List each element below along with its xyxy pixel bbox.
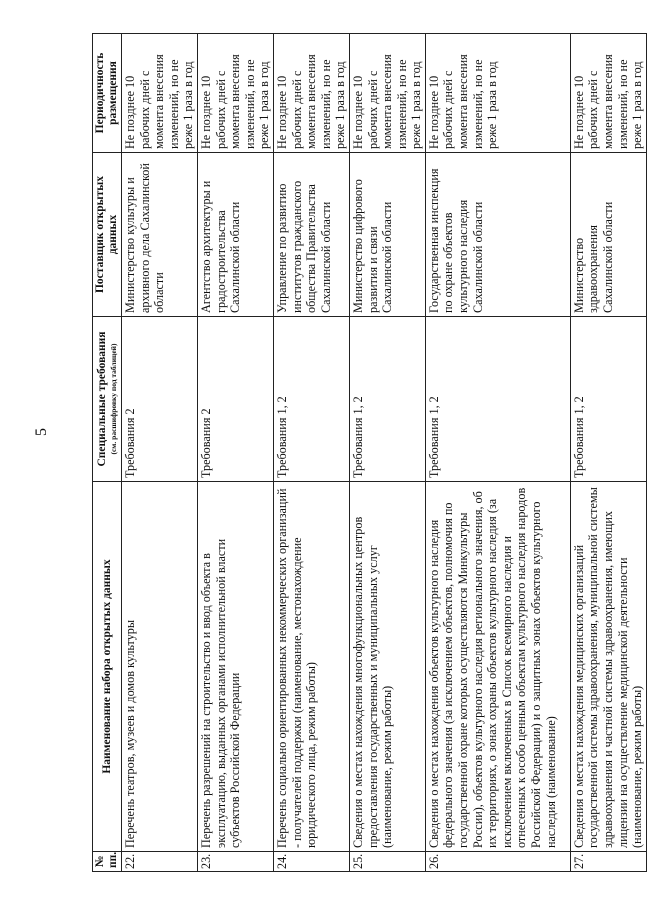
row-requirements: Требования 2 xyxy=(122,317,198,482)
header-requirements xyxy=(93,317,122,482)
table-header-row xyxy=(93,34,122,872)
row-provider: Министерство культуры и архивного дела Сахалинской области xyxy=(122,153,198,317)
table-row xyxy=(349,34,425,872)
row-num: 24. xyxy=(273,852,349,872)
header-num: № пп. xyxy=(93,852,122,872)
row-name: Перечень социально ориентированных некоммерческих организаций - получателей поддержки (наименование, местонахождение юридического лица, режим работы) xyxy=(273,482,349,852)
row-provider: Агентство архитектуры и градостроительства Сахалинской области xyxy=(197,153,273,317)
row-requirements: Требования 1, 2 xyxy=(425,317,570,482)
table-row xyxy=(122,34,198,872)
table-row xyxy=(273,34,349,872)
row-num: 22. xyxy=(122,852,198,872)
header-requirements-note: (см. расшифровку под таблицей) xyxy=(109,343,118,455)
header-periodicity: Периодичность размещения xyxy=(93,34,122,153)
row-name: Перечень театров, музеев и домов культуры xyxy=(122,482,198,852)
row-provider: Государственная инспекция по охране объектов культурного наследия Сахалинской области xyxy=(425,153,570,317)
row-name: Перечень разрешений на строительство и ввод объекта в эксплуатацию, выданных органами исполнительной власти субъектов Российской Федерации xyxy=(197,482,273,852)
row-num: 27. xyxy=(570,852,646,872)
row-provider: Управление по развитию институтов гражданского общества Правительства Сахалинской области xyxy=(273,153,349,317)
row-requirements: Требования 1, 2 xyxy=(570,317,646,482)
row-num: 23. xyxy=(197,852,273,872)
row-name: Сведения о местах нахождения многофункциональных центров предоставления государственных и муниципальных услуг (наименование, режим работы) xyxy=(349,482,425,852)
header-requirements-label: Специальные требования xyxy=(96,331,108,467)
row-periodicity: Не позднее 10 рабочих дней с момента внесения изменений, но не реже 1 раза в год xyxy=(425,34,570,153)
table-row xyxy=(425,34,570,872)
row-name: Сведения о местах нахождения медицинских организаций государственной системы здравоохранения, муниципальной системы здравоохранения и частной системы здравоохранения, имеющих лицензии на осуществление медицинской деятельности (наименование, режим работы) xyxy=(570,482,646,852)
open-data-table xyxy=(92,33,647,872)
row-periodicity: Не позднее 10 рабочих дней с момента внесения изменений, но не реже 1 раза в год xyxy=(570,34,646,153)
row-provider: Министерство здравоохранения Сахалинской области xyxy=(570,153,646,317)
row-requirements: Требования 1, 2 xyxy=(349,317,425,482)
header-provider: Поставщик открытых данных xyxy=(93,153,122,317)
table-row xyxy=(197,34,273,872)
row-provider: Министерство цифрового развития и связи Сахалинской области xyxy=(349,153,425,317)
rotated-table-container xyxy=(92,34,645,872)
row-periodicity: Не позднее 10 рабочих дней с момента внесения изменений, но не реже 1 раза в год xyxy=(122,34,198,153)
row-num: 25. xyxy=(349,852,425,872)
row-periodicity: Не позднее 10 рабочих дней с момента внесения изменений, но не реже 1 раза в год xyxy=(197,34,273,153)
row-name: Сведения о местах нахождения объектов культурного наследия федерального значения (за исключением объектов, полномочия по государственной охране которых осуществляются Минкультуры России), объектов культурного наследия регионального значения, об их территориях, о зонах охраны объектов культурного наследия (за исключением включенных в Список всемирного наследия и отнесенных к особо ценным объектам культурного наследия народов Российской Федерации) и о защитных зонах объектов культурного наследия (наименование) xyxy=(425,482,570,852)
header-name: Наименование набора открытых данных xyxy=(93,482,122,852)
row-num: 26. xyxy=(425,852,570,872)
table-row xyxy=(570,34,646,872)
row-periodicity: Не позднее 10 рабочих дней с момента внесения изменений, но не реже 1 раза в год xyxy=(349,34,425,153)
page-number: 5 xyxy=(33,428,50,436)
row-periodicity: Не позднее 10 рабочих дней с момента внесения изменений, но не реже 1 раза в год xyxy=(273,34,349,153)
row-requirements: Требования 1, 2 xyxy=(273,317,349,482)
row-requirements: Требования 2 xyxy=(197,317,273,482)
